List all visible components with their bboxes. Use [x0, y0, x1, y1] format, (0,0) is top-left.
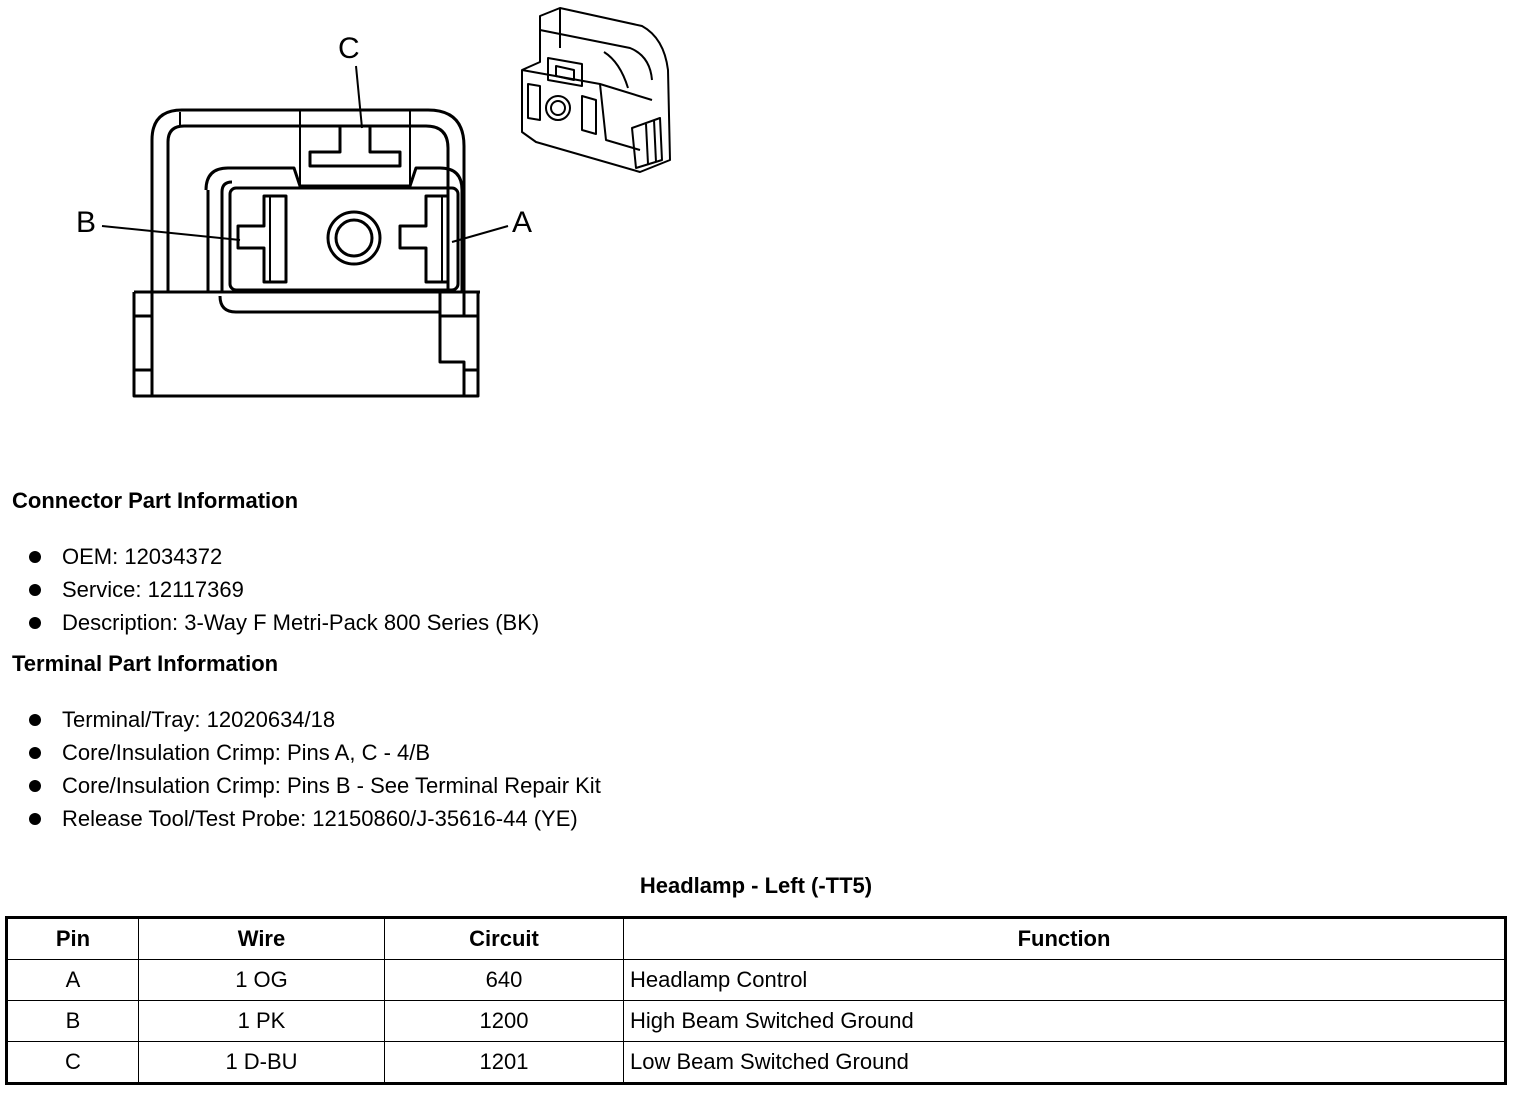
table-row: [7, 960, 1506, 1001]
cell-circuit: 1201: [385, 1042, 624, 1084]
cell-circuit: 1200: [385, 1001, 624, 1042]
list-item: Core/Insulation Crimp: Pins A, C - 4/B: [28, 741, 601, 774]
cell-pin: C: [7, 1042, 139, 1084]
list-item: Release Tool/Test Probe: 12150860/J-35616-44 (YE): [28, 807, 601, 840]
list-item: Core/Insulation Crimp: Pins B - See Terminal Repair Kit: [28, 774, 601, 807]
list-item: Description: 3-Way F Metri-Pack 800 Series (BK): [28, 611, 539, 644]
connector-info-list: [28, 545, 539, 644]
table-header-row: [7, 918, 1506, 960]
connector-info-heading: Connector Part Information: [12, 488, 299, 513]
cell-function: Headlamp Control: [624, 960, 1506, 1001]
terminal-info-heading: Terminal Part Information: [12, 651, 279, 676]
pin-b-label: B: [76, 206, 97, 239]
table-row: [7, 1001, 1506, 1042]
terminal-info-list: [28, 708, 601, 840]
list-item: Terminal/Tray: 12020634/18: [28, 708, 601, 741]
table-title: Headlamp - Left (-TT5): [639, 873, 873, 898]
pin-a-label: A: [512, 206, 533, 239]
list-item: Service: 12117369: [28, 578, 539, 611]
header-pin: Pin: [7, 918, 139, 960]
header-circuit: Circuit: [385, 918, 624, 960]
connector-diagram: [0, 0, 700, 420]
table-row: [7, 1042, 1506, 1084]
list-item: OEM: 12034372: [28, 545, 539, 578]
connector-face-drawing: [0, 0, 700, 420]
header-function: Function: [624, 918, 1506, 960]
cell-pin: B: [7, 1001, 139, 1042]
pin-c-label: C: [338, 32, 360, 65]
header-wire: Wire: [139, 918, 385, 960]
cell-function: High Beam Switched Ground: [624, 1001, 1506, 1042]
cell-wire: 1 D-BU: [139, 1042, 385, 1084]
cell-wire: 1 PK: [139, 1001, 385, 1042]
cell-circuit: 640: [385, 960, 624, 1001]
cell-pin: A: [7, 960, 139, 1001]
cell-function: Low Beam Switched Ground: [624, 1042, 1506, 1084]
connector-isometric-view: [522, 8, 670, 172]
pin-table: [5, 916, 1507, 1085]
cell-wire: 1 OG: [139, 960, 385, 1001]
